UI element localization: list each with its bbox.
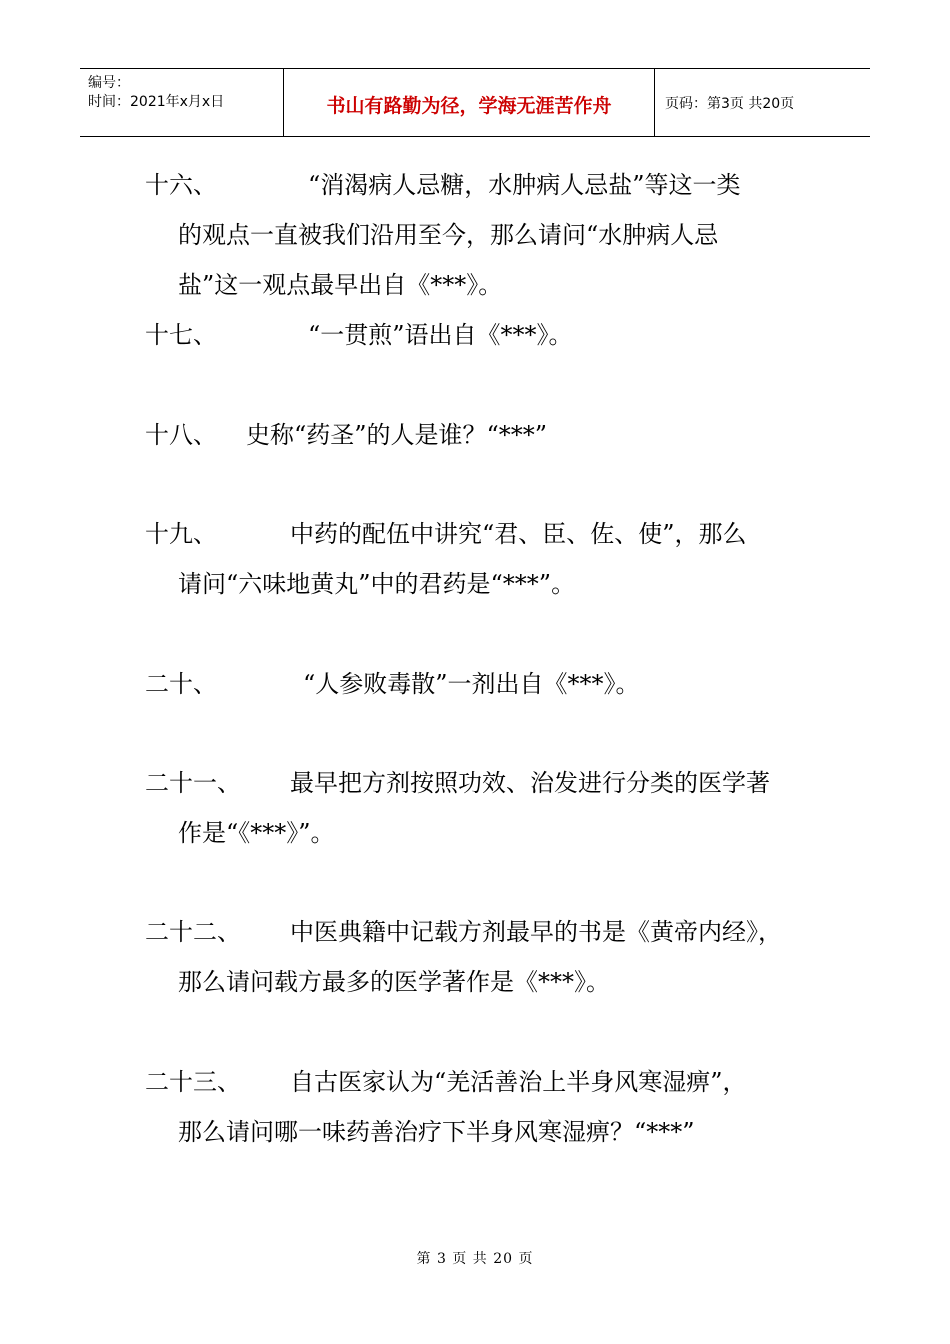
question-line: “人参败毒散”一剂出自《***》。 [303,670,640,698]
question-number: 二十三、 [145,1068,241,1096]
question-line: 盐”这一观点最早出自《***》。 [178,271,503,299]
question-line: 请问“六味地黄丸”中的君药是“***”。 [178,570,576,598]
question-number: 十七、 [145,321,217,349]
serial-label: 编号： [88,75,130,91]
question-line: 的观点一直被我们沿用至今，那么请问“水肿病人忌 [178,221,719,249]
header-motto-cell [284,69,655,136]
question-line: 自古医家认为“羌活善治上半身风寒湿痹”， [290,1068,747,1096]
question-number: 十八、 [145,421,217,449]
question-line: 中医典籍中记载方剂最早的书是《黄帝内经》， [290,918,782,946]
question-number: 二十二、 [145,918,241,946]
question-line: 那么请问载方最多的医学著作是《***》。 [178,968,610,996]
question-line: 最早把方剂按照功效、治发进行分类的医学著 [290,769,770,797]
page-footer: 第 3 页 共 20 页 [416,1251,534,1267]
question-line: 中药的配伍中讲究“君、臣、佐、使”，那么 [290,520,747,548]
date-label: 时间：2021年x月x日 [88,94,225,110]
question-number: 十九、 [145,520,217,548]
question-line: 史称“药圣”的人是谁？“***” [246,421,548,449]
header-meta-cell [80,69,284,136]
question-number: 十六、 [145,171,217,199]
motto: 书山有路勤为径，学海无涯苦作舟 [326,95,612,117]
question-line: 那么请问哪一味药善治疗下半身风寒湿痹？“***” [178,1118,695,1146]
page-header [80,68,870,137]
page-info: 页码：第3页 共20页 [665,96,795,112]
question-number: 二十一、 [145,769,241,797]
header-page-cell [655,69,870,136]
question-line: 作是“《***》”。 [178,819,335,847]
question-number: 二十、 [145,670,217,698]
question-line: “一贯煎”语出自《***》。 [308,321,573,349]
question-line: “消渴病人忌糖，水肿病人忌盐”等这一类 [308,171,741,199]
